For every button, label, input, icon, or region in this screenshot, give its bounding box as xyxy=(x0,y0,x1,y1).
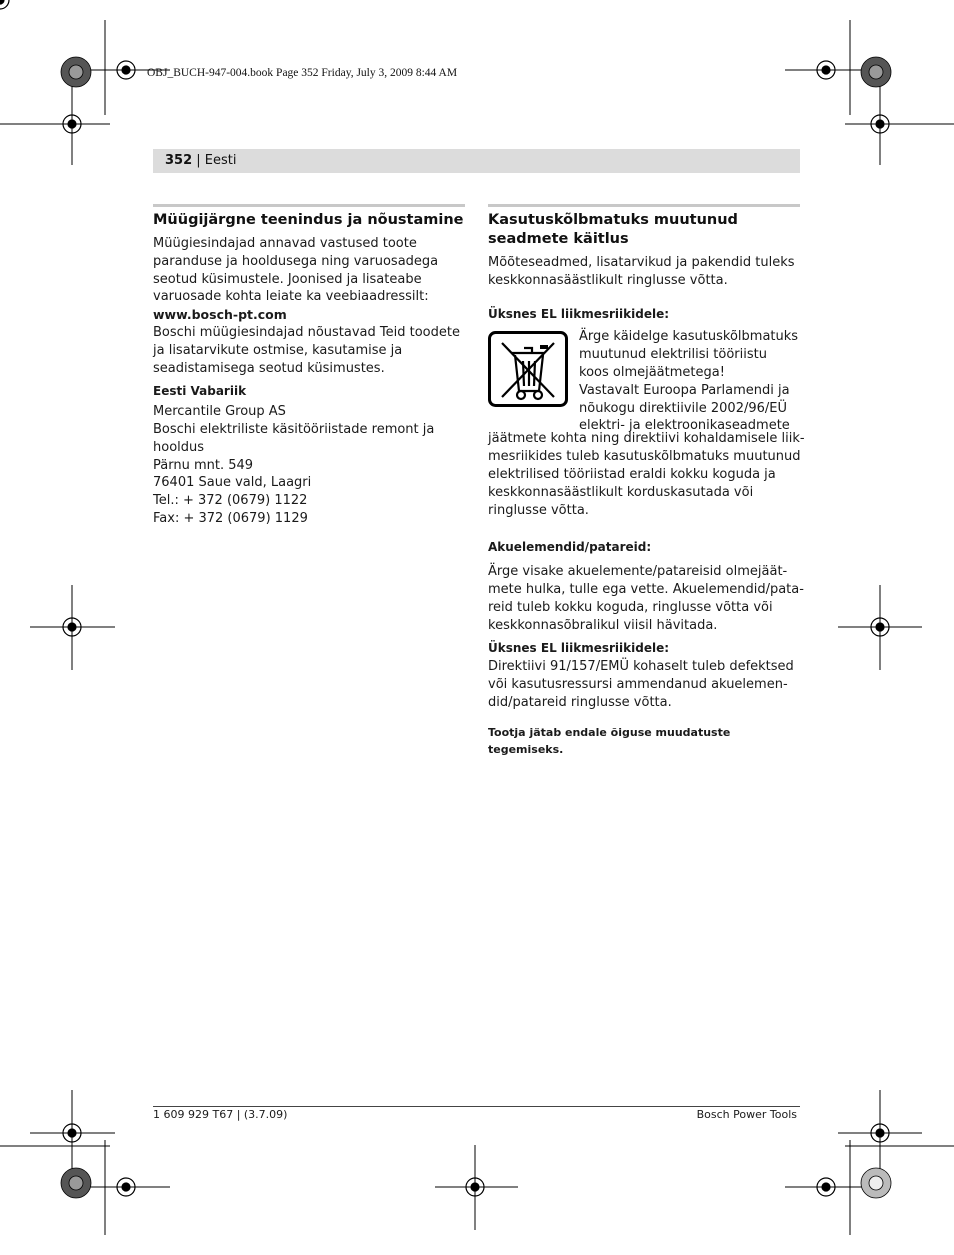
weee-full-text xyxy=(488,430,805,519)
header-language: Eesti xyxy=(204,153,237,168)
book-info-line: OBJ_BUCH-947-004.book Page 352 Friday, July 3, 2009 8:44 AM xyxy=(147,67,458,79)
phone-line: Tel.: + 372 (0679) 1122 xyxy=(153,493,308,509)
header-separator: | xyxy=(192,153,205,168)
page-header xyxy=(153,149,800,173)
weee-block xyxy=(488,328,800,434)
fax-line: Fax: + 372 (0679) 1129 xyxy=(153,510,308,526)
left-column xyxy=(153,204,465,528)
text-line: ringlusse võtta. xyxy=(488,502,589,518)
section-title-disposal xyxy=(488,211,800,249)
footer-brand: Bosch Power Tools xyxy=(696,1108,797,1121)
weee-side-text xyxy=(579,328,809,435)
text-line: Mõõteseadmed, lisatarvikud ja pakendid tuleks xyxy=(488,255,795,270)
text-line: keskkonnasäästlikult korduskasutada või xyxy=(488,484,754,500)
crossed-out-wheelie-bin-icon xyxy=(488,331,568,407)
section-rule xyxy=(488,204,800,207)
disclaimer: Tootja jätab endale õiguse muudatuste tegemiseks. xyxy=(488,725,731,757)
battery-heading: Akuelemendid/patareid: xyxy=(488,540,652,555)
text-line: keskkonnasäästlikult ringlusse võtta. xyxy=(488,272,728,288)
text-line: Ärge visake akuelemente/patareisid olmejäät- xyxy=(488,564,788,580)
text-line: mesriikides tuleb kasutuskõlbmatuks muutunud xyxy=(488,449,801,465)
text-line: did/patareid ringlusse võtta. xyxy=(488,694,672,710)
text-line: ja lisatarvikute ostmise, kasutamise ja xyxy=(153,342,403,358)
text-line: Müügiesindajad annavad vastused toote xyxy=(153,236,417,251)
text-line: Boschi müügiesindajad nõustavad Teid toodete xyxy=(153,324,460,340)
website-link[interactable]: www.bosch-pt.com xyxy=(153,307,287,323)
eu-heading: Üksnes EL liikmesriikidele: xyxy=(488,306,670,321)
text-line: mete hulka, tulle ega vette. Akuelemendid/pata- xyxy=(488,581,804,597)
title-line: seadmete käitlus xyxy=(488,231,629,247)
text-line: Direktiivi 91/157/EMÜ kohaselt tuleb defektsed xyxy=(488,659,794,675)
text-line: muutunud elektrilisi tööriistu xyxy=(579,347,767,363)
text-line: elektri- ja elektroonikaseadmete xyxy=(579,418,790,434)
text-line: keskkonnasõbralikul viisil hävitada. xyxy=(488,617,718,633)
address-line: hooldus xyxy=(153,439,205,455)
text-line: nõukogu direktiivile 2002/96/EÜ xyxy=(579,400,788,416)
directive-text xyxy=(488,658,800,711)
section-rule xyxy=(153,204,465,207)
text-line: või kasutusressursi ammendanud akuelemen- xyxy=(488,676,788,692)
service-intro xyxy=(153,235,465,306)
text-line: jäätmete kohta ning direktiivi kohaldamisele liik- xyxy=(488,431,805,447)
section-title-service: Müügijärgne teenindus ja nõustamine xyxy=(153,212,464,228)
eu-heading: Üksnes EL liikmesriikidele: xyxy=(488,641,670,656)
battery-text xyxy=(488,563,804,634)
text-line: Ärge käidelge kasutuskõlbmatuks xyxy=(579,329,799,345)
address-line: 76401 Saue vald, Laagri xyxy=(153,475,312,491)
title-line: Kasutuskõlbmatuks muutunud xyxy=(488,212,738,228)
footer-document-code: 1 609 929 T67 | (3.7.09) xyxy=(153,1108,288,1121)
address-line: Boschi elektriliste käsitööriistade remont ja xyxy=(153,421,435,437)
text-line: varuosade kohta leiate ka veebiaadressilt: xyxy=(153,289,429,305)
text-line: elektrilised tööriistad eraldi kokku koguda ja xyxy=(488,466,776,482)
text-line: seadistamisega seotud küsimustes. xyxy=(153,360,385,376)
country-heading: Eesti Vabariik xyxy=(153,384,247,399)
service-advice xyxy=(153,324,465,377)
right-column xyxy=(488,204,805,759)
address-line: Mercantile Group AS xyxy=(153,404,286,420)
text-line: paranduse ja hooldusega ning varuosadega xyxy=(153,253,439,269)
page-number: 352 xyxy=(165,153,193,168)
address-line: Pärnu mnt. 549 xyxy=(153,457,254,473)
footer-rule xyxy=(153,1106,800,1107)
text-line: koos olmejäätmetega! xyxy=(579,364,725,380)
service-address xyxy=(153,403,465,528)
disposal-intro xyxy=(488,254,800,290)
text-line: Vastavalt Euroopa Parlamendi ja xyxy=(579,382,790,398)
text-line: reid tuleb kokku koguda, ringlusse võtta või xyxy=(488,599,773,615)
text-line: seotud küsimustele. Joonised ja lisateabe xyxy=(153,271,422,287)
